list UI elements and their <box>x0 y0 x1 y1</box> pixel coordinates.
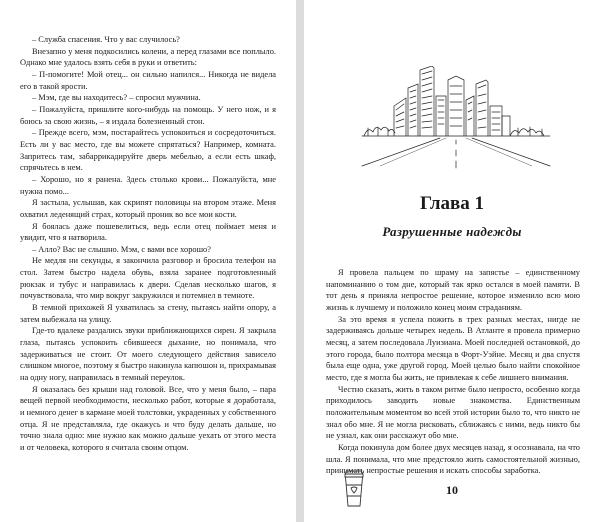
right-paragraph: Честно сказать, жить в таком ритме было непросто, особенно когда приходилось заводить новые знакомства. Единственным положительным моментом во всей этой истории было то, что никто не знал обо мне. Я не могла рисковать, сближаясь с ними, ведь никто бы не узнал, как они расскажут обо мне. <box>326 384 580 441</box>
book-gutter <box>296 0 304 522</box>
left-paragraph: Где-то вдалеке раздались звуки приближающихся сирен. Я закрыла глаза, пытаясь успокоить сбившееся дыхание, но понимала, что задерживаться не стоит. От моего следующего действия зависело слишком многое, поэтому я быстро накинула капюшон и, прихрамывая на одну ногу, направилась в темный переулок. <box>20 326 276 383</box>
left-paragraph: – Прежде всего, мэм, постарайтесь успокоиться и сосредоточиться. Есть ли у вас место, где вы можете спрятаться? Например, комната. Запритесь там, забаррикадируйте дверь мебелью, а если есть шкаф, спрячьтесь в нем. <box>20 128 276 173</box>
right-page <box>304 0 600 522</box>
right-paragraph: Я провела пальцем по шраму на запястье – единственному напоминанию о том дне, который так ярко остался в моей памяти. В тот день я приняла непростое решение, которое изменило всю мою жизнь к лучшему и положило конец моим страданиям. <box>326 268 580 312</box>
city-skyline-illustration <box>360 66 552 170</box>
left-paragraph: Внезапно у меня подкосились колени, а перед глазами все поплыло. Однако мне удалось взять себя в руки и ответить: <box>20 46 276 68</box>
page-number: 10 <box>446 483 458 497</box>
left-paragraph: – Служба спасения. Что у вас случилось? <box>32 35 180 44</box>
left-paragraph: – Пожалуйста, пришлите кого-нибудь на помощь. У него нож, и я боюсь за свою жизнь, – я издала болезненный стон. <box>20 104 276 126</box>
left-paragraph: – Хорошо, но я ранена. Здесь столько крови... Пожалуйста, мне нужна помо... <box>20 174 276 196</box>
right-paragraph: За это время я успела пожить в трех разных местах, нигде не задерживаясь дольше четырех недель. В Атланте я провела примерно месяц, а затем последовала Луизиана. Моей последней остановкой, до этого города, было полтора месяца в Форт-Уэйне. Месяц и два спустя была еще одна, уже другой город. Моей целью было найти спокойное место, где я могла бы жить, не привлекая к себе лишнего внимания. <box>326 314 580 382</box>
left-paragraph: – П-помогите! Мой отец... он сильно напился... Никогда не видела его в такой ярости. <box>20 69 276 91</box>
chapter-title: Глава 1 <box>419 193 485 214</box>
right-page-text <box>326 267 580 477</box>
left-paragraph: Я застыла, услышав, как скрипят половицы на втором этаже. Меня охватил леденящий страх, который проник во все мои кости. <box>20 198 276 219</box>
left-paragraph: В темной прихожей Я ухватилась за стену, пытаясь найти опору, а затем выбежала на улицу. <box>20 303 276 324</box>
left-paragraph: – Алло? Вас не слышно. Мэм, с вами все хорошо? <box>32 244 211 254</box>
left-paragraph: Я оказалась без крыши над головой. Все, что у меня было, – пара вещей первой необходимости, несколько работ, которые я доработала, и немного денег в кармане моей толстовки, украденных у собственного отца. Я не представляла, где окажусь и что буду делать дальше, но точно знала одно: мне нужно как можно дальше уехать от этого места и от человека, которого я считала своим отцом. <box>20 384 276 452</box>
chapter-subtitle: Разрушенные надежды <box>382 224 522 239</box>
left-paragraph: Я боялась даже пошевелиться, ведь если отец поймает меня и увидит, что я натворила. <box>20 221 276 243</box>
left-page-text <box>20 34 276 454</box>
right-paragraph: Когда покинула дом более двух месяцев назад, я осознавала, на что шла. Я понимала, что мне предстояло жить самостоятельной жизнью, принимать непростые решения и искать способы заработка. <box>326 442 580 476</box>
left-paragraph: – Мэм, где вы находитесь? – спросил мужчина. <box>32 93 201 103</box>
left-paragraph: Не медля ни секунды, я закончила разговор и бросила телефон на стол. Затем быстро надела обувь, взяла заранее подготовленный рюкзак и тубус и направилась к двери. Сделав несколько шагов, я почувствовала, что мир вокруг закружился и потемнел в темноте. <box>20 256 276 301</box>
left-page <box>0 0 296 522</box>
